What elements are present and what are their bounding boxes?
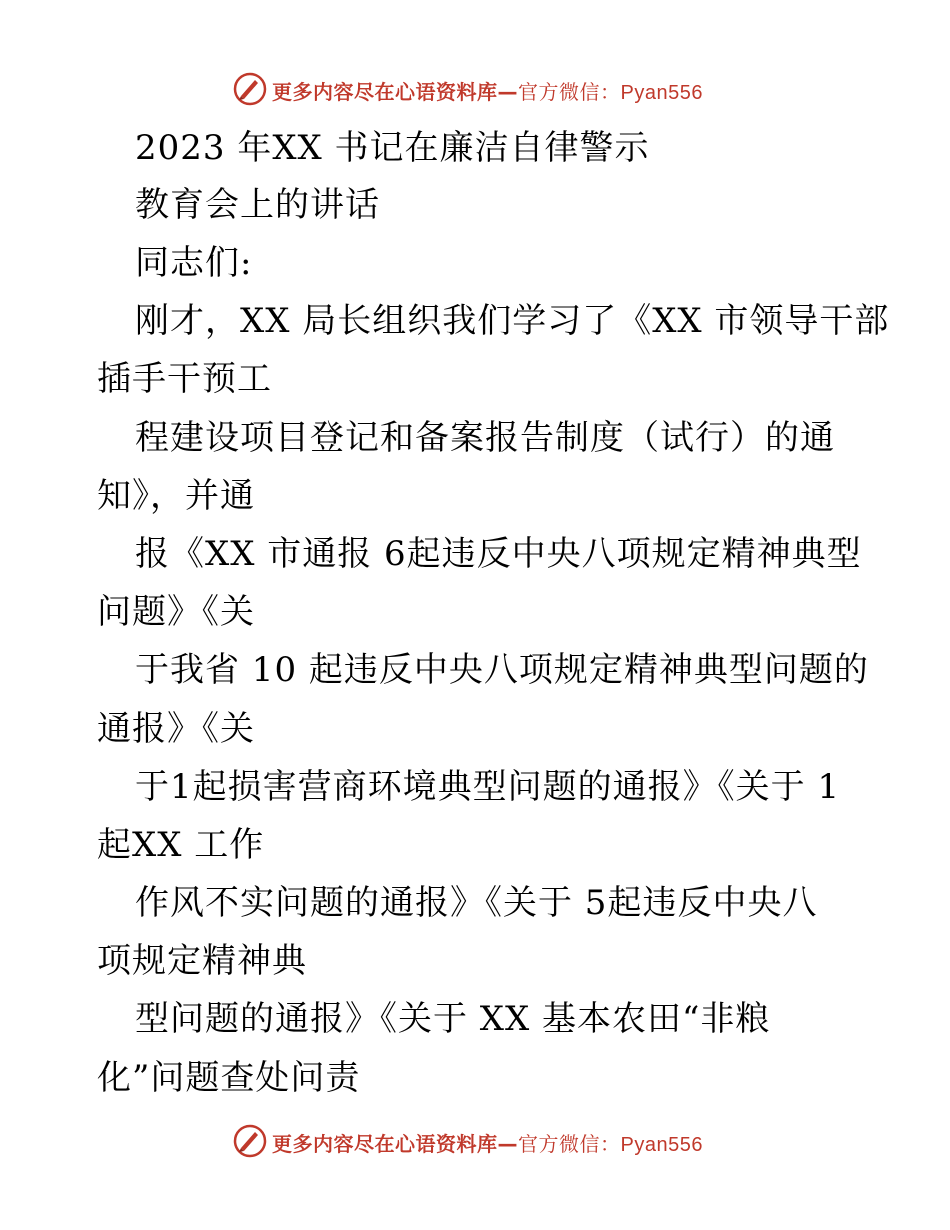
watermark-dash: — [497, 1132, 518, 1156]
watermark-main-text: 更多内容尽在心语资料库 [272, 1132, 498, 1156]
doc-line-8: 问题》《关 [97, 592, 255, 632]
doc-line-11: 于1起损害营商环境典型问题的通报》《关于 1 [135, 767, 841, 807]
doc-title-line-1: 2023 年XX 书记在廉洁自律警示 [135, 128, 650, 168]
doc-line-15: 型问题的通报》《关于 XX 基本农田“非粮 [135, 999, 771, 1039]
doc-line-16: 化”问题查处问责 [97, 1058, 361, 1098]
watermark-text [272, 1128, 703, 1157]
doc-line-6: 知》，并通 [97, 476, 255, 516]
doc-line-14: 项规定精神典 [97, 941, 307, 981]
watermark-text [272, 76, 703, 105]
watermark-wechat-id: Pyan556 [620, 1134, 703, 1156]
quill-logo-icon [233, 1124, 267, 1158]
watermark-main-text: 更多内容尽在心语资料库 [272, 80, 498, 104]
doc-line-5: 程建设项目登记和备案报告制度（试行）的通 [135, 418, 835, 458]
footer-watermark [0, 1122, 950, 1162]
doc-title-line-2: 教育会上的讲话 [135, 185, 380, 225]
header-watermark [0, 70, 950, 110]
watermark-official-label: 官方微信： [518, 1132, 621, 1156]
doc-line-13: 作风不实问题的通报》《关于 5起违反中央八 [135, 883, 818, 923]
doc-salutation: 同志们: [135, 243, 253, 283]
doc-line-3: 刚才，XX 局长组织我们学习了《XX 市领导干部 [135, 301, 890, 341]
watermark-dash: — [497, 80, 518, 104]
doc-line-7: 报《XX 市通报 6起违反中央八项规定精神典型 [135, 534, 862, 574]
doc-line-4: 插手干预工 [97, 359, 272, 399]
doc-line-12: 起XX 工作 [97, 825, 265, 865]
doc-line-10: 通报》《关 [97, 709, 255, 749]
doc-line-9: 于我省 10 起违反中央八项规定精神典型问题的 [135, 650, 869, 690]
watermark-wechat-id: Pyan556 [620, 82, 703, 104]
watermark-official-label: 官方微信： [518, 80, 621, 104]
quill-logo-icon [233, 72, 267, 106]
